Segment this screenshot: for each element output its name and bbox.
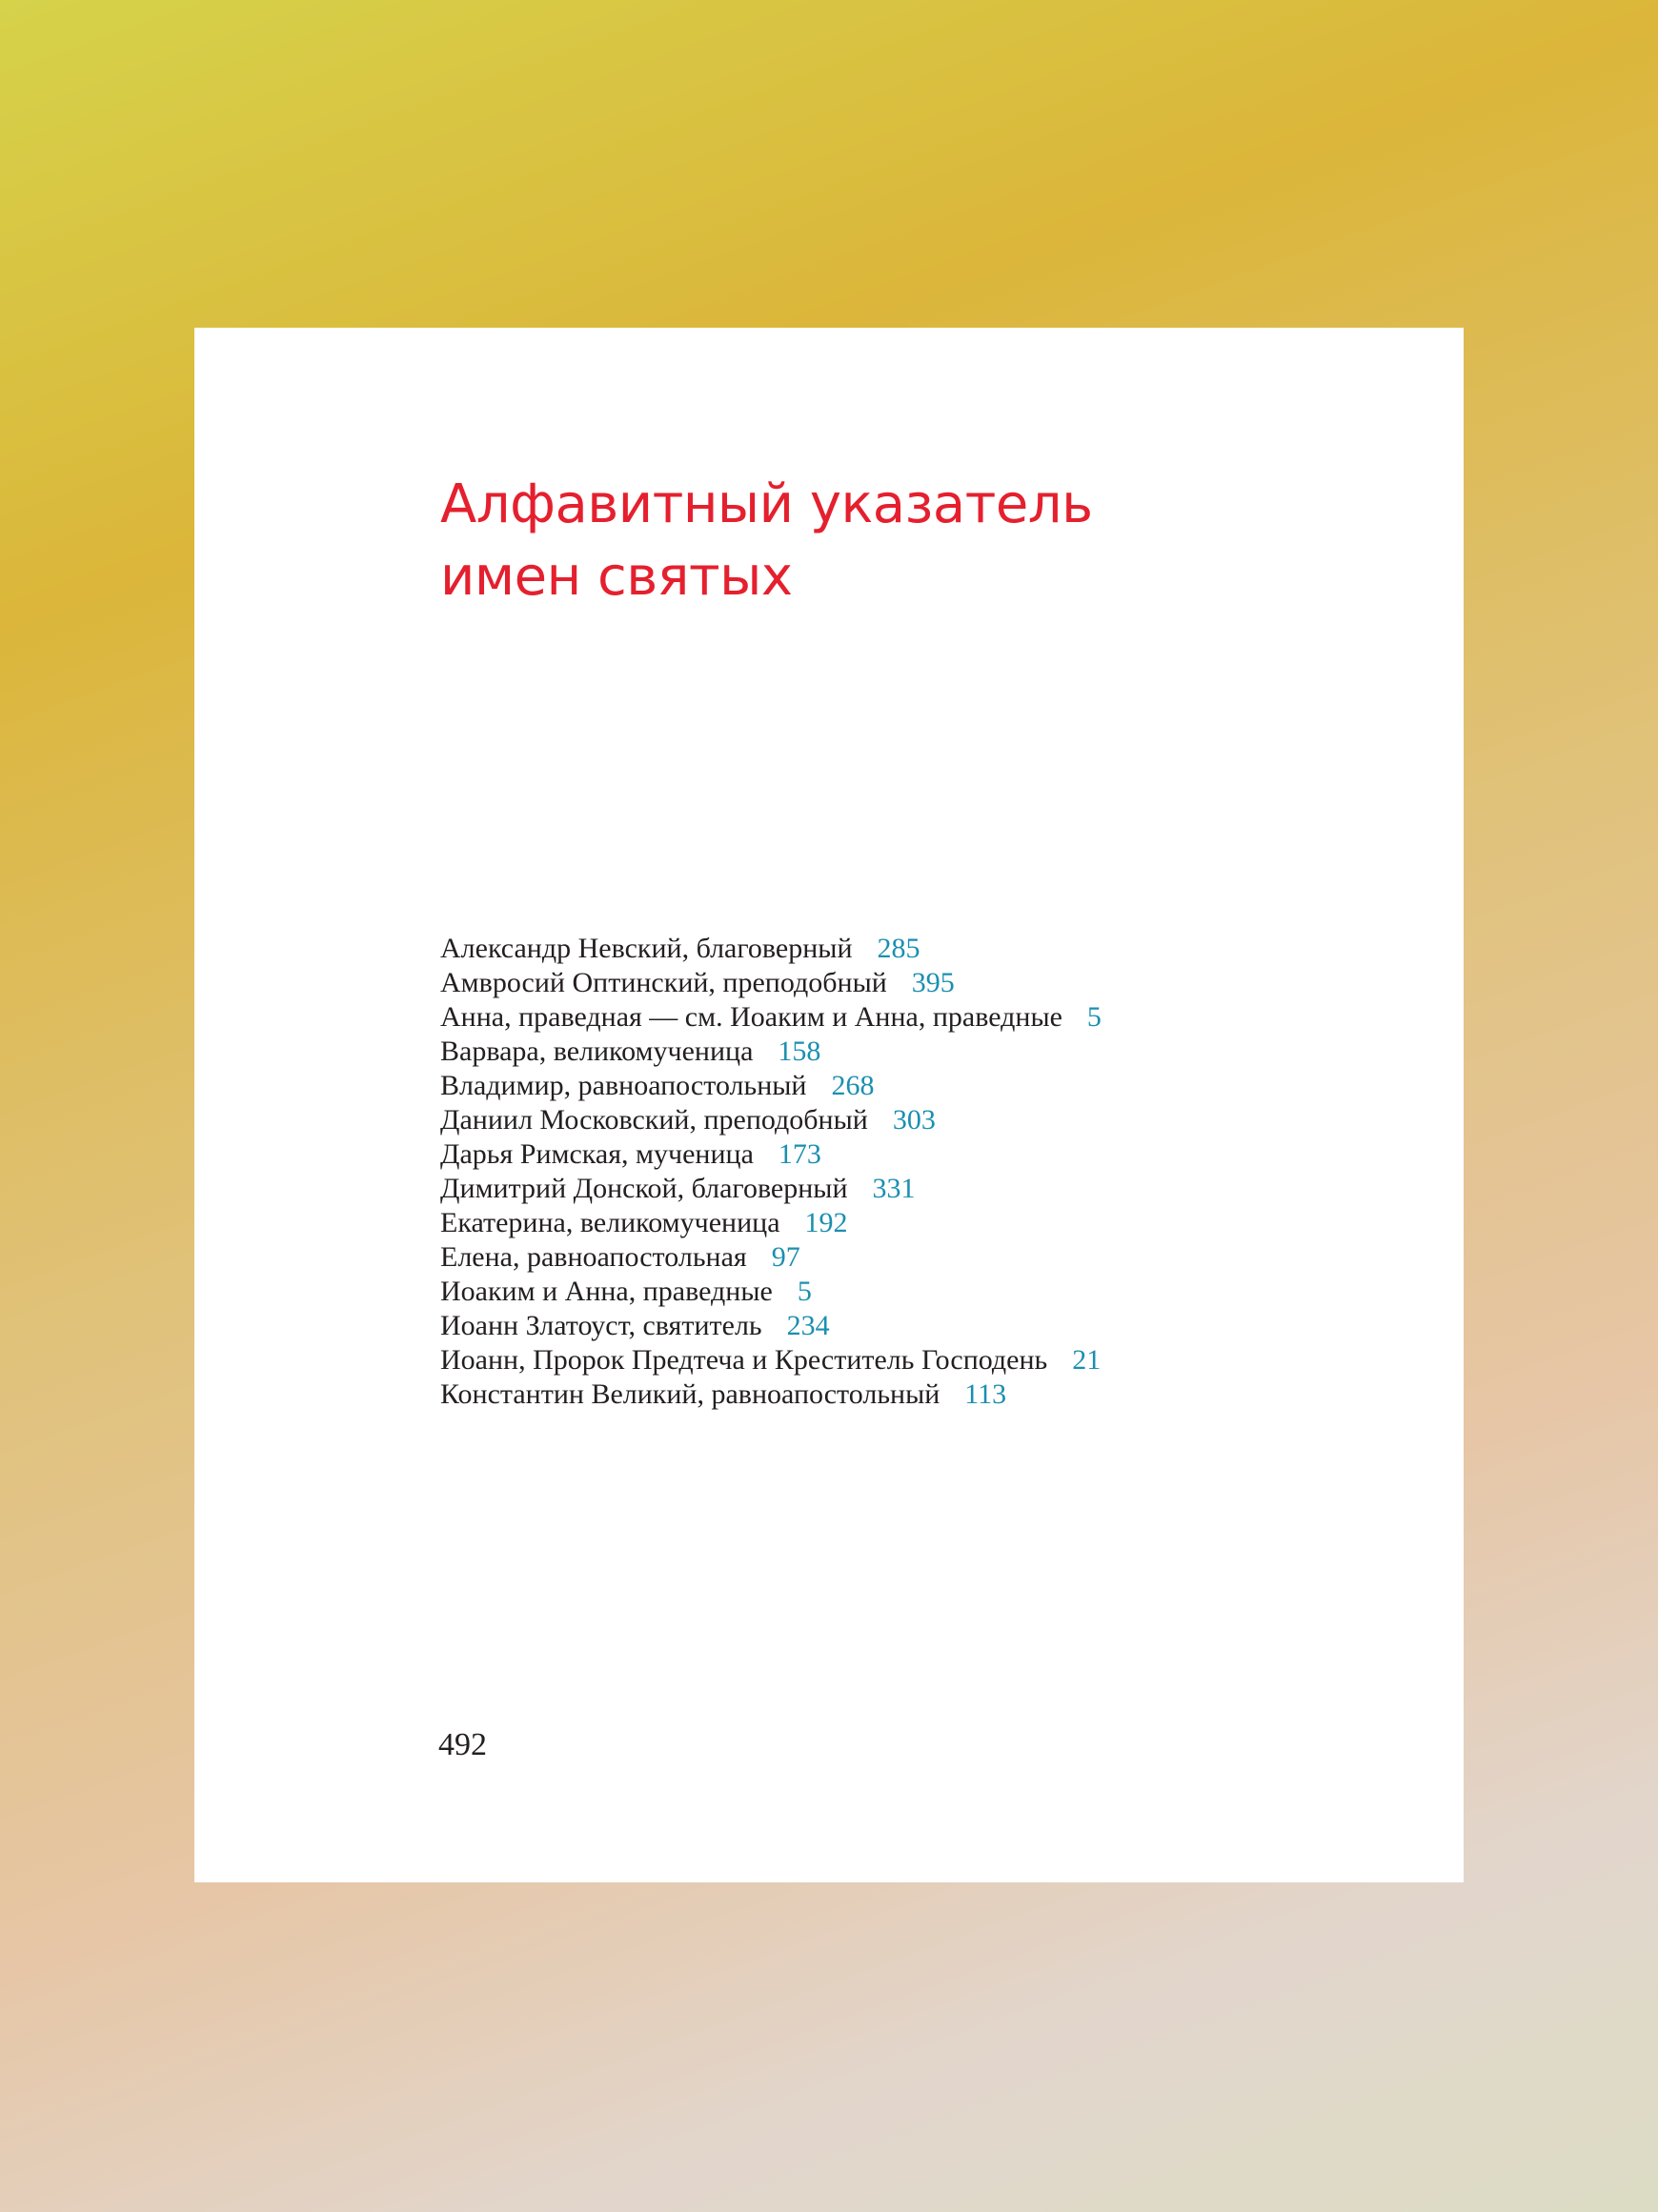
index-entry-name: Иоанн Златоуст, святитель [440, 1310, 762, 1341]
index-entry-page-ref[interactable]: 5 [1086, 1001, 1102, 1033]
index-entry [440, 1377, 1102, 1412]
index-entry-name: Иоанн, Пророк Предтеча и Креститель Господень [440, 1344, 1048, 1376]
index-entry-page-ref[interactable]: 158 [778, 1036, 821, 1067]
index-entry-name: Александр Невский, благоверный [440, 933, 853, 964]
index-entry-name: Елена, равноапостольная [440, 1241, 747, 1273]
index-entry-name: Амвросий Оптинский, преподобный [440, 967, 887, 998]
index-entry-page-ref[interactable]: 173 [778, 1138, 821, 1170]
index-entry [440, 1000, 1102, 1035]
index-entry-page-ref[interactable]: 395 [911, 967, 955, 998]
index-entry-page-ref[interactable]: 303 [892, 1104, 936, 1136]
index-entry-name: Анна, праведная — см. Иоаким и Анна, праведные [440, 1001, 1062, 1033]
page-title-line-1: Алфавитный указатель [440, 473, 1093, 535]
index-entry-name: Иоаким и Анна, праведные [440, 1276, 773, 1307]
index-entry-name: Константин Великий, равноапостольный [440, 1378, 940, 1410]
index-entry-page-ref[interactable]: 113 [964, 1378, 1007, 1410]
index-entry [440, 1240, 1102, 1275]
index-entry-name: Варвара, великомученица [440, 1036, 754, 1067]
index-entry-page-ref[interactable]: 5 [797, 1276, 812, 1307]
index-entry-name: Владимир, равноапостольный [440, 1070, 807, 1101]
page-title [440, 469, 1093, 613]
index-entry [440, 1103, 1102, 1137]
index-entry [440, 1309, 1102, 1343]
index-entry-page-ref[interactable]: 21 [1072, 1344, 1102, 1376]
index-entry [440, 1035, 1102, 1069]
index-entry-page-ref[interactable]: 331 [872, 1173, 916, 1204]
index-entry-page-ref[interactable]: 192 [804, 1207, 848, 1238]
index-entry-name: Даниил Московский, преподобный [440, 1104, 868, 1136]
saints-index-list [440, 932, 1102, 1412]
index-entry [440, 1206, 1102, 1240]
index-entry-page-ref[interactable]: 268 [831, 1070, 875, 1101]
index-entry [440, 1069, 1102, 1103]
index-entry-page-ref[interactable]: 97 [771, 1241, 800, 1273]
index-entry-name: Дарья Римская, мученица [440, 1138, 754, 1170]
index-entry [440, 1137, 1102, 1172]
index-entry [440, 1343, 1102, 1377]
index-entry [440, 932, 1102, 966]
book-page [194, 328, 1464, 1882]
index-entry [440, 1172, 1102, 1206]
page-number: 492 [438, 1727, 487, 1762]
index-entry-page-ref[interactable]: 285 [877, 933, 920, 964]
index-entry-name: Димитрий Донской, благоверный [440, 1173, 848, 1204]
index-entry-name: Екатерина, великомученица [440, 1207, 780, 1238]
index-entry [440, 1275, 1102, 1309]
index-entry [440, 966, 1102, 1000]
index-entry-page-ref[interactable]: 234 [786, 1310, 830, 1341]
page-title-line-2: имен святых [440, 546, 793, 608]
